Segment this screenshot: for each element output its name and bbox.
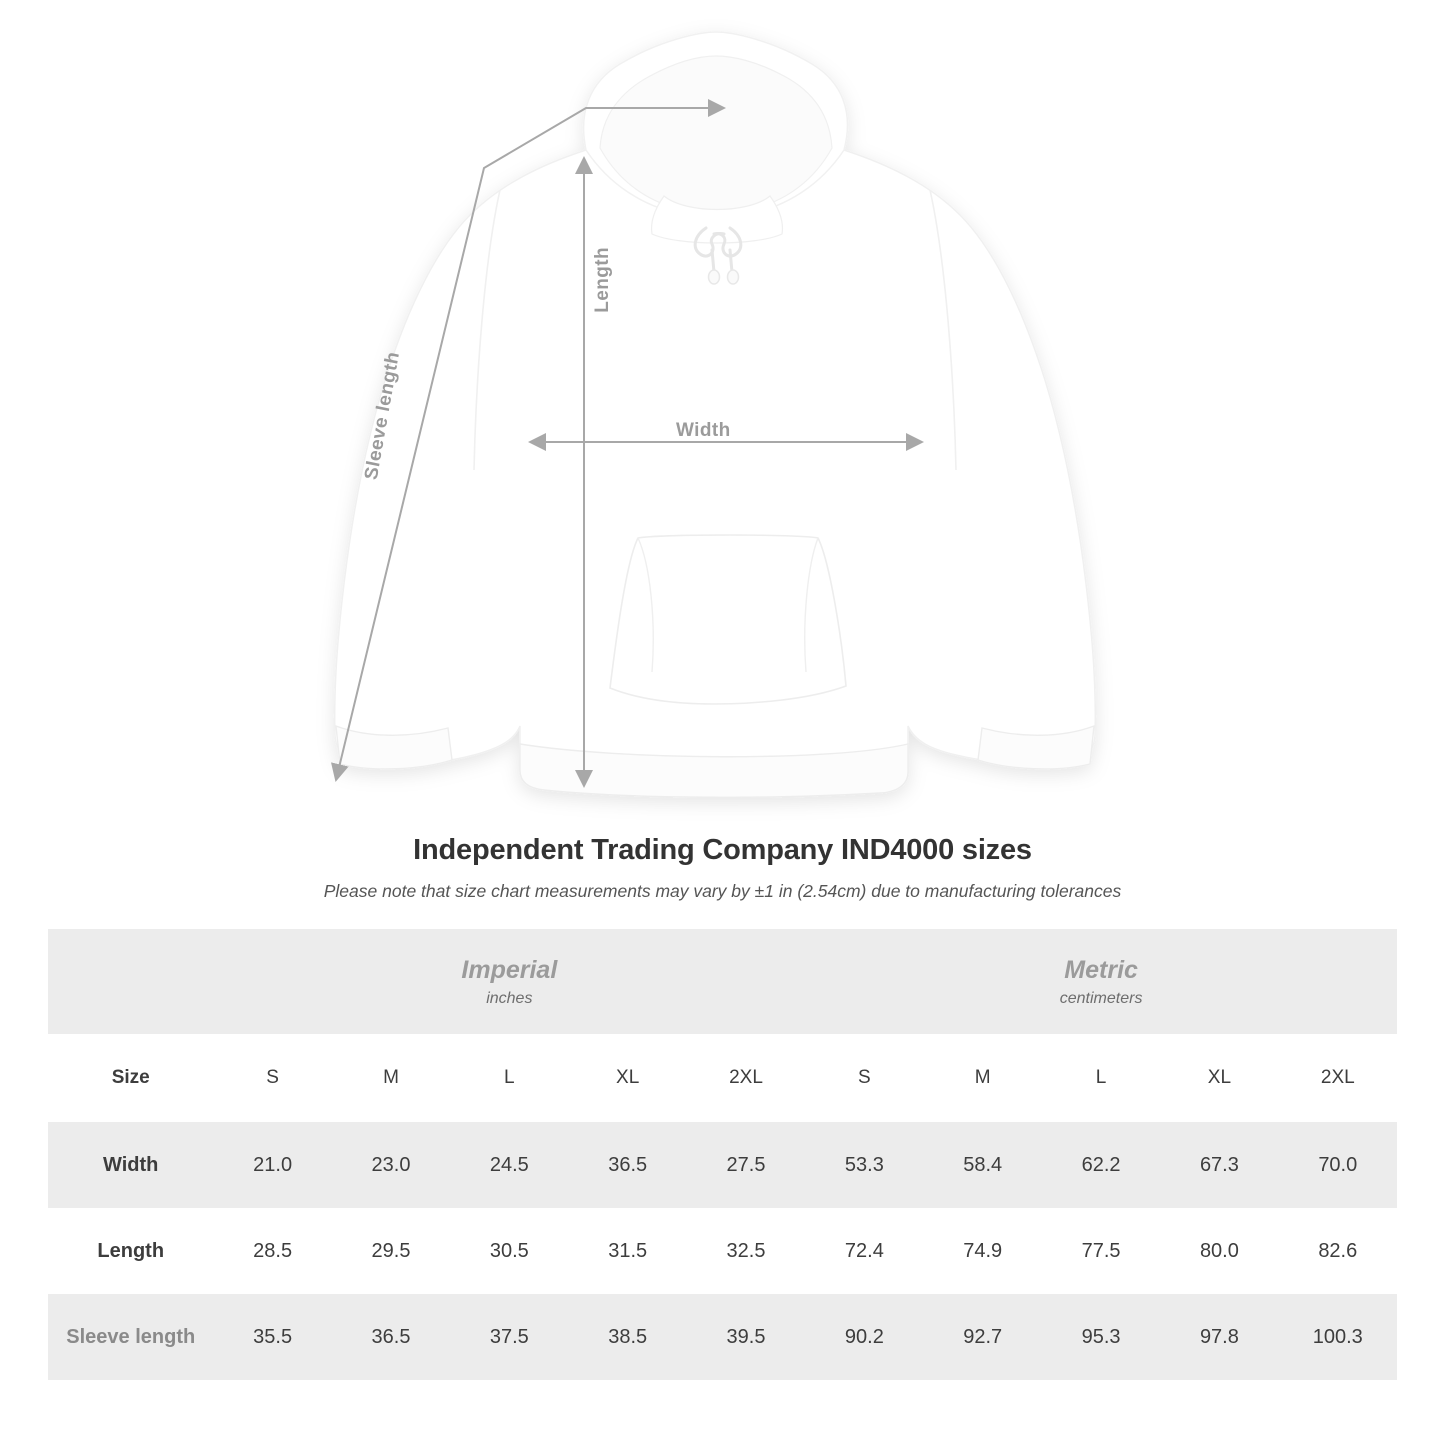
cell-sleeve-metric-s: 90.2: [805, 1294, 923, 1380]
size-header-label: Size: [48, 1034, 213, 1122]
cell-width-imperial-l: 24.5: [450, 1122, 568, 1208]
size-header-imperial-m: M: [332, 1034, 450, 1122]
table-row: [48, 1294, 1397, 1380]
size-header-metric-xl: XL: [1160, 1034, 1278, 1122]
unit-header-row: [48, 929, 1397, 1034]
cell-length-metric-l: 77.5: [1081, 1239, 1121, 1262]
size-chart-table-wrapper: [48, 929, 1397, 1380]
cell-length-imperial-l: 30.5: [489, 1239, 529, 1262]
cell-sleeve-imperial-l: 37.5: [450, 1294, 568, 1380]
cell-length-metric-m: 74.9: [963, 1239, 1003, 1262]
cell-width-imperial-xl: 36.5: [569, 1122, 687, 1208]
page-title: Independent Trading Company IND4000 sizes: [413, 834, 1032, 866]
cell-sleeve-metric-m: 92.7: [924, 1294, 1042, 1380]
size-chart-table: [48, 929, 1397, 1380]
table-row: [48, 1122, 1397, 1208]
cell-length-imperial-m: 29.5: [371, 1239, 411, 1262]
cell-width-imperial-m: 23.0: [332, 1122, 450, 1208]
cell-width-metric-l: 62.2: [1042, 1122, 1160, 1208]
size-header-metric-s: S: [805, 1034, 923, 1122]
cell-length-metric-xl: 80.0: [1199, 1239, 1239, 1262]
hoodie-body-shape: [335, 32, 1096, 797]
size-header-metric-l: L: [1042, 1034, 1160, 1122]
row-label-length: Length: [97, 1239, 165, 1262]
cell-width-metric-m: 58.4: [924, 1122, 1042, 1208]
size-header-metric-m: M: [924, 1034, 1042, 1122]
row-label-sleeve-length: Sleeve length: [48, 1294, 213, 1380]
unit-group-metric-name: Metric: [1064, 955, 1138, 984]
cell-width-imperial-s: 21.0: [213, 1122, 331, 1208]
cell-sleeve-imperial-xl: 38.5: [569, 1294, 687, 1380]
cell-width-metric-2xl: 70.0: [1279, 1122, 1397, 1208]
row-label-width: Width: [48, 1122, 213, 1208]
unit-header-spacer: [48, 929, 213, 1034]
size-header-metric-2xl: 2XL: [1279, 1034, 1397, 1122]
width-dimension-label: Width: [676, 420, 731, 441]
size-header-imperial-xl: XL: [569, 1034, 687, 1122]
size-header-imperial-s: S: [213, 1034, 331, 1122]
cell-width-metric-s: 53.3: [805, 1122, 923, 1208]
cell-sleeve-imperial-m: 36.5: [332, 1294, 450, 1380]
cell-sleeve-metric-xl: 97.8: [1160, 1294, 1278, 1380]
cell-length-metric-2xl: 82.6: [1318, 1239, 1358, 1262]
cell-sleeve-imperial-2xl: 39.5: [687, 1294, 805, 1380]
cell-width-imperial-2xl: 27.5: [687, 1122, 805, 1208]
unit-group-imperial-name: Imperial: [461, 955, 558, 984]
cell-sleeve-metric-l: 95.3: [1042, 1294, 1160, 1380]
size-header-row: [48, 1034, 1397, 1122]
size-header-imperial-l: L: [450, 1034, 568, 1122]
cell-length-imperial-2xl: 32.5: [726, 1239, 766, 1262]
sleeve-length-dimension-label: Sleeve length: [360, 352, 405, 480]
cell-width-metric-xl: 67.3: [1160, 1122, 1278, 1208]
length-dimension-label: Length: [592, 247, 613, 313]
title-block: [0, 834, 1445, 902]
unit-group-metric: [805, 929, 1397, 1034]
measurement-note: Please note that size chart measurements may vary by ±1 in (2.54cm) due to manufacturing tolerances: [323, 881, 1122, 901]
cell-sleeve-metric-2xl: 100.3: [1279, 1294, 1397, 1380]
cell-sleeve-imperial-s: 35.5: [213, 1294, 331, 1380]
cell-length-metric-s: 72.4: [844, 1239, 884, 1262]
cell-length-imperial-s: 28.5: [253, 1239, 293, 1262]
unit-group-metric-sub: centimeters: [1059, 990, 1143, 1008]
table-row: [48, 1208, 1397, 1294]
unit-group-imperial-sub: inches: [486, 990, 533, 1008]
size-header-imperial-2xl: 2XL: [687, 1034, 805, 1122]
cell-length-imperial-xl: 31.5: [608, 1239, 648, 1262]
unit-group-imperial: [213, 929, 805, 1034]
